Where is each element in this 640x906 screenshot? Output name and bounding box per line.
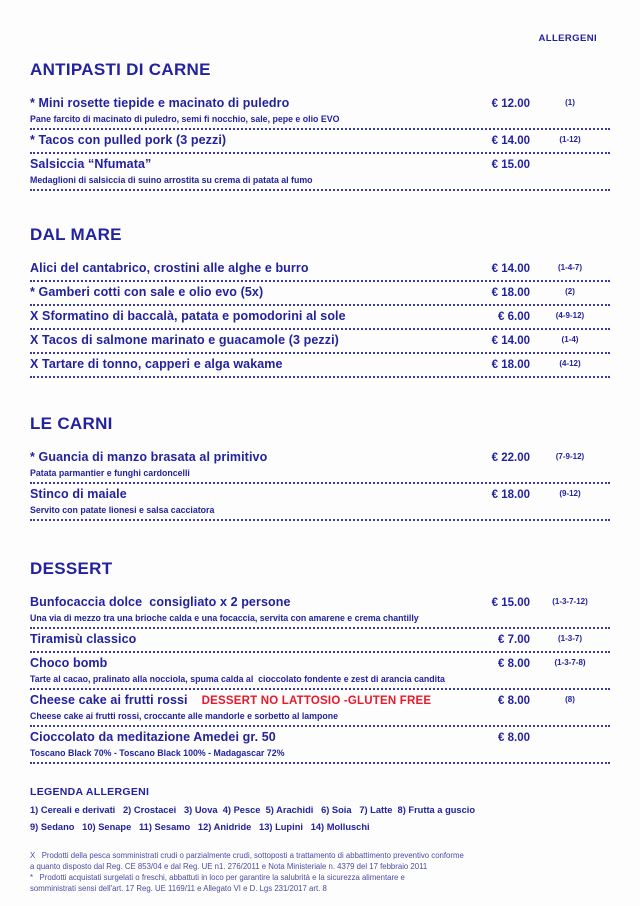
item-name: * Mini rosette tiepide e macinato di puledro <box>30 96 290 110</box>
menu-item <box>30 354 610 378</box>
item-name: * Tacos con pulled pork (3 pezzi) <box>30 133 227 147</box>
item-name: Stinco di maiale <box>30 487 127 501</box>
item-allergen-codes: (4-9-12) <box>555 311 585 320</box>
item-name: Tiramisù classico <box>30 632 137 646</box>
section-le-carni <box>30 414 610 521</box>
item-name: Alici del cantabrico, crostini alle alghe e burro <box>30 261 309 275</box>
item-price: € 8.00 <box>498 658 530 670</box>
item-allergen-codes: (9-12) <box>559 489 581 498</box>
item-price: € 12.00 <box>491 98 530 110</box>
section-items <box>30 592 610 764</box>
item-price: € 8.00 <box>498 732 530 744</box>
item-allergen-codes: (4-12) <box>559 359 581 368</box>
item-name <box>30 693 466 708</box>
item-description: Servito con patate lionesi e salsa cacciatora <box>30 505 215 515</box>
footnote-x-line-1: X Prodotti della pesca somministrati crudi o parzialmente crudi, sottoposti a trattamento di abbattimento preventivo conforme <box>30 851 464 860</box>
menu-item <box>30 330 610 354</box>
menu-item <box>30 690 610 727</box>
section-title: LE CARNI <box>30 414 113 433</box>
item-name: X Tartare di tonno, capperi e alga wakame <box>30 357 283 371</box>
item-description: Medaglioni di salsiccia di suino arrostita su crema di patata al fumo <box>30 175 313 185</box>
item-allergen-codes: (8) <box>565 695 575 704</box>
section-antipasti-di-carne <box>30 60 610 191</box>
item-allergen-codes: (1-4) <box>561 335 579 344</box>
menu-item <box>30 154 610 191</box>
section-title: DAL MARE <box>30 225 122 244</box>
item-name: Salsiccia “Nfumata” <box>30 157 152 171</box>
item-allergen-codes: (2) <box>565 287 575 296</box>
section-dal-mare <box>30 225 610 378</box>
item-allergen-codes: (7-9-12) <box>555 452 585 461</box>
menu-item <box>30 727 610 764</box>
item-price: € 22.00 <box>491 452 530 464</box>
allergeni-column-header: ALLERGENI <box>538 33 597 44</box>
item-name: X Tacos di salmone marinato e guacamole (3 pezzi) <box>30 333 339 347</box>
menu-item <box>30 282 610 306</box>
menu-item <box>30 306 610 330</box>
regulatory-footnotes <box>30 850 610 894</box>
section-title: DESSERT <box>30 559 113 578</box>
item-description: Pane farcito di macinato di puledro, semi fi nocchio, sale, pepe e olio EVO <box>30 114 340 124</box>
item-name: * Guancia di manzo brasata al primitivo <box>30 450 268 464</box>
item-name: Bunfocaccia dolce consigliato x 2 persone <box>30 595 291 609</box>
item-description: Tarte al cacao, pralinato alla nocciola, spuma calda al cioccolato fondente e zest di arancia candita <box>30 674 445 684</box>
section-items <box>30 93 610 191</box>
footnote-star-line-2: somministrati sensi dell'art. 17 Reg. UE 1169/11 e Allegato VI e D. Lgs 231/2017 art. 8 <box>30 884 327 893</box>
menu-item <box>30 93 610 130</box>
footnote-x-line-2: a quanto disposto dal Reg. CE 853/04 e dal Reg. UE n1. 276/2011 e Nota Ministeriale n. 4379 del 17 febbraio 2011 <box>30 862 428 871</box>
item-price: € 18.00 <box>491 359 530 371</box>
item-name: * Gamberi cotti con sale e olio evo (5x) <box>30 285 264 299</box>
item-allergen-codes: (1-12) <box>559 135 581 144</box>
item-price: € 7.00 <box>498 634 530 646</box>
menu-item <box>30 629 610 653</box>
item-allergen-codes: (1-3-7) <box>557 634 582 643</box>
item-price: € 18.00 <box>491 489 530 501</box>
item-allergen-codes: (1-3-7-8) <box>554 658 586 667</box>
legend-line-1: 1) Cereali e derivati 2) Crostacei 3) Uova 4) Pesce 5) Arachidi 6) Soia 7) Latte 8) Frutta a guscio <box>30 805 476 815</box>
item-price: € 15.00 <box>491 159 530 171</box>
item-name: Choco bomb <box>30 656 108 670</box>
section-dessert <box>30 559 610 764</box>
item-price: € 14.00 <box>491 135 530 147</box>
no-lactose-gluten-free-badge: DESSERT NO LATTOSIO -GLUTEN FREE <box>201 695 432 707</box>
menu-item <box>30 484 610 521</box>
item-price: € 8.00 <box>498 695 530 707</box>
item-allergen-codes: (1-4-7) <box>557 263 582 272</box>
menu-item <box>30 130 610 154</box>
menu-item <box>30 258 610 282</box>
menu-item <box>30 653 610 690</box>
item-description: Patata parmantier e funghi cardoncelli <box>30 468 190 478</box>
item-description: Cheese cake ai frutti rossi, croccante alle mandorle e sorbetto al lampone <box>30 711 339 721</box>
section-items <box>30 258 610 378</box>
item-name-text: Cheese cake ai frutti rossi <box>30 693 188 707</box>
item-price: € 14.00 <box>491 263 530 275</box>
item-name: Cioccolato da meditazione Amedei gr. 50 <box>30 730 276 744</box>
item-price: € 14.00 <box>491 335 530 347</box>
item-description: Una via di mezzo tra una brioche calda e una focaccia, servita con amarene e crema chantilly <box>30 613 419 623</box>
section-items <box>30 447 610 521</box>
item-description: Toscano Black 70% - Toscano Black 100% - Madagascar 72% <box>30 748 285 758</box>
item-allergen-codes: (1-3-7-12) <box>552 597 588 606</box>
item-allergen-codes: (1) <box>565 98 575 107</box>
item-price: € 6.00 <box>498 311 530 323</box>
footnote-star-line-1: * Prodotti acquistati surgelati o freschi, abbattuti in loco per garantire la salubrità e la sicurezza alimentare e <box>30 873 405 882</box>
section-title: ANTIPASTI DI CARNE <box>30 60 211 79</box>
allergen-legend <box>30 786 610 833</box>
menu-item <box>30 592 610 629</box>
item-price: € 15.00 <box>491 597 530 609</box>
legend-line-2: 9) Sedano 10) Senape 11) Sesamo 12) Anidride 13) Lupini 14) Molluschi <box>30 822 370 832</box>
item-name: X Sformatino di baccalà, patata e pomodorini al sole <box>30 309 346 323</box>
item-price: € 18.00 <box>491 287 530 299</box>
menu-item <box>30 447 610 484</box>
legend-title: LEGENDA ALLERGENI <box>30 786 150 798</box>
